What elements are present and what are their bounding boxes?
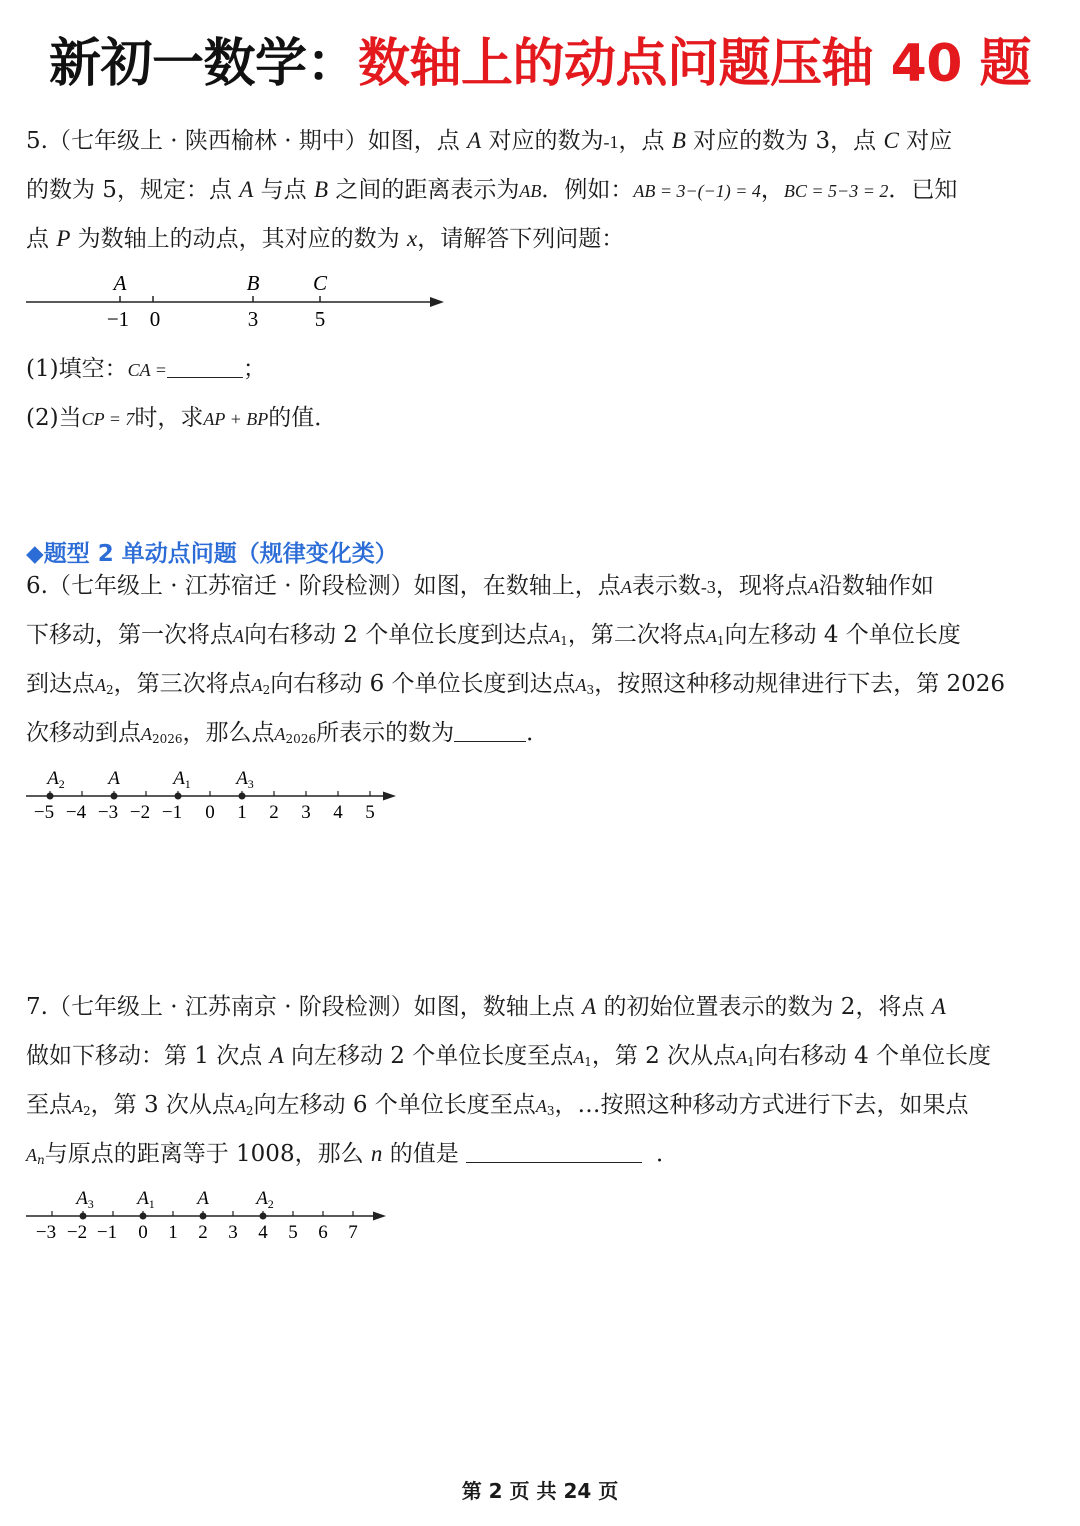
var: A xyxy=(95,675,106,695)
tick-label: 1 xyxy=(168,1222,178,1243)
text: 向右移动 4 个单位长度 xyxy=(754,1043,992,1069)
tick-label: −3 xyxy=(97,802,119,823)
answer-blank[interactable] xyxy=(167,355,243,378)
text: 的值． xyxy=(268,405,338,431)
q7-number-line xyxy=(0,1182,400,1246)
tick-label: −1 xyxy=(161,802,183,823)
var: B xyxy=(313,177,329,202)
var: A xyxy=(467,128,482,153)
tick-label: 3 xyxy=(247,307,259,331)
text: 点 xyxy=(26,226,57,252)
text: 为数轴上的动点，其对应的数为 xyxy=(70,226,407,252)
tick-label: −4 xyxy=(65,802,87,823)
label-a: A xyxy=(113,271,127,295)
text: 至点 xyxy=(26,1092,72,1118)
text: ，…按照这种移动方式进行下去，如果点 xyxy=(554,1092,969,1118)
label-a2: $A_2$ xyxy=(47,768,65,791)
var: A xyxy=(705,626,717,646)
math: BC = 5−3 = 2 xyxy=(783,181,889,201)
var: n xyxy=(370,1141,383,1166)
text: 次移动到点 xyxy=(26,720,141,746)
point-a1 xyxy=(175,793,182,800)
var: A xyxy=(535,1096,547,1116)
text: 下移动，第一次将点 xyxy=(26,622,233,648)
subscript: 2 xyxy=(83,1104,91,1118)
tick-label: −2 xyxy=(129,802,151,823)
tick-label: 2 xyxy=(198,1222,208,1243)
subscript: 1 xyxy=(747,1055,755,1069)
title-red: 数轴上的动点问题压轴 40 题 xyxy=(357,34,1032,94)
subscript: 2 xyxy=(106,683,114,697)
text: 与点 xyxy=(253,177,314,203)
text: ，那么点 xyxy=(182,720,275,746)
answer-blank[interactable] xyxy=(466,1140,642,1163)
tick-label: 4 xyxy=(333,802,343,823)
label-a: A xyxy=(197,1188,209,1209)
page-title xyxy=(0,28,1080,100)
text: ． xyxy=(526,720,550,746)
text: ．已知 xyxy=(888,177,958,203)
q6-line-1 xyxy=(26,569,934,604)
text: 的值是 xyxy=(382,1141,467,1167)
var: A xyxy=(234,1096,246,1116)
var: A xyxy=(269,1043,284,1068)
tick-label: 3 xyxy=(228,1222,238,1243)
subscript: 1 xyxy=(584,1055,592,1069)
var: A xyxy=(72,1096,83,1116)
subscript: n xyxy=(37,1153,45,1167)
text: 对应的数为 xyxy=(481,128,604,154)
var: A xyxy=(582,994,597,1019)
var: A xyxy=(620,577,632,597)
q6-line-2 xyxy=(26,618,961,658)
text: ，按照这种移动规律进行下去，第 2026 xyxy=(594,671,1006,697)
text: ．例如： xyxy=(541,177,634,203)
text: 之间的距离表示为 xyxy=(328,177,520,203)
point-a3 xyxy=(80,1213,87,1220)
text: ． xyxy=(656,1141,680,1167)
var: C xyxy=(883,128,899,153)
text: 向右移动 2 个单位长度到达点 xyxy=(244,622,550,648)
text: ，现将点 xyxy=(715,573,808,599)
text: 表示数 xyxy=(631,573,701,599)
page-footer: 第 2 页 共 24 页 xyxy=(461,1479,619,1503)
q5-number-line xyxy=(0,268,460,336)
axis-arrow xyxy=(430,297,444,307)
text: 6.（七年级上 · 江苏宿迁 · 阶段检测）如图，在数轴上，点 xyxy=(26,573,621,599)
tick-label: 2 xyxy=(269,802,279,823)
text: 向左移动 4 个单位长度 xyxy=(724,622,961,648)
var: A xyxy=(251,675,263,695)
title-black: 新初一数学： xyxy=(48,34,358,94)
text: 向右移动 6 个单位长度到达点 xyxy=(270,671,576,697)
q6-line-4 xyxy=(26,716,549,756)
tick-label: 5 xyxy=(365,802,375,823)
math: AB = 3−(−1) = 4 xyxy=(633,181,761,201)
q5-line-1 xyxy=(26,124,952,159)
tick-label: 0 xyxy=(149,307,161,331)
tick-label: 5 xyxy=(288,1222,298,1243)
text: 的数为 5，规定：点 xyxy=(26,177,240,203)
text: 对应 xyxy=(898,128,953,154)
text: 时，求 xyxy=(134,405,204,431)
text: 到达点 xyxy=(26,671,95,697)
q5-line-2 xyxy=(26,173,957,208)
text: ； xyxy=(242,356,266,382)
q6-number-line xyxy=(0,762,410,826)
tick-label: 1 xyxy=(237,802,247,823)
var: x xyxy=(407,226,418,251)
text: 对应的数为 3，点 xyxy=(685,128,884,154)
text: 所表示的数为 xyxy=(316,720,455,746)
var: A xyxy=(239,177,254,202)
label-b: B xyxy=(246,271,260,295)
label-c: C xyxy=(312,271,328,295)
text: 7.（七年级上 · 江苏南京 · 阶段检测）如图，数轴上点 xyxy=(26,994,583,1020)
text: 与原点的距离等于 1008，那么 xyxy=(44,1141,371,1167)
text: ，请解答下列问题： xyxy=(417,226,625,252)
tick-label: 0 xyxy=(138,1222,148,1243)
subscript: 3 xyxy=(586,683,595,697)
var: A xyxy=(233,626,244,646)
var: A xyxy=(931,994,946,1019)
label-a1: $A_1$ xyxy=(137,1188,155,1211)
q5-line-3 xyxy=(26,222,624,256)
q5-part-2 xyxy=(26,401,337,436)
math: -1 xyxy=(603,132,619,152)
subscript: 1 xyxy=(560,634,568,648)
q7-line-4 xyxy=(26,1137,679,1177)
text: ， xyxy=(760,177,784,203)
label-a1: $A_1$ xyxy=(173,768,191,791)
point-a2 xyxy=(47,793,54,800)
point-a1 xyxy=(140,1213,147,1220)
q7-line-2 xyxy=(26,1039,991,1079)
text: ，点 xyxy=(618,128,672,154)
label-a: A xyxy=(108,768,120,789)
text: ，第三次将点 xyxy=(113,671,252,697)
math: -3 xyxy=(700,577,716,597)
text: 5.（七年级上 · 陕西榆林 · 期中）如图，点 xyxy=(26,128,468,154)
section-heading: ◆题型 2 单动点问题（规律变化类） xyxy=(26,541,398,567)
tick-label: 5 xyxy=(314,307,326,331)
var: A xyxy=(549,626,561,646)
subscript: 2 xyxy=(262,683,271,697)
tick-label: 4 xyxy=(258,1222,268,1243)
text: 沿数轴作如 xyxy=(818,573,934,599)
tick-label: 3 xyxy=(301,802,311,823)
tick-label: 7 xyxy=(348,1222,358,1243)
var: A xyxy=(141,724,152,744)
math: AP + BP xyxy=(203,409,269,429)
var: A xyxy=(736,1047,748,1067)
tick-label: −1 xyxy=(106,307,130,331)
point-a xyxy=(200,1213,207,1220)
text: ，第 3 次从点 xyxy=(90,1092,235,1118)
label-a3: $A_3$ xyxy=(76,1188,94,1211)
tick-labels xyxy=(34,802,375,823)
var: A xyxy=(274,724,286,744)
q7-line-1 xyxy=(26,990,946,1024)
math: AB xyxy=(519,181,542,201)
text: 的初始位置表示的数为 2，将点 xyxy=(596,994,932,1020)
tick-labels xyxy=(36,1222,358,1243)
subscript: 1 xyxy=(716,634,725,648)
subscript: 2026 xyxy=(152,732,183,746)
tick-label: −3 xyxy=(35,1222,57,1243)
tick-label: −1 xyxy=(96,1222,118,1243)
math: CP = 7 xyxy=(81,409,135,429)
var: A xyxy=(807,577,819,597)
var: A xyxy=(573,1047,585,1067)
text: ，第二次将点 xyxy=(567,622,706,648)
q6-line-3 xyxy=(26,667,1005,707)
subscript: 2 xyxy=(245,1104,254,1118)
tick-label: 6 xyxy=(318,1222,328,1243)
var: P xyxy=(56,226,71,251)
var: A xyxy=(26,1145,37,1165)
q7-line-3 xyxy=(26,1088,968,1128)
text: 向左移动 6 个单位长度至点 xyxy=(253,1092,536,1118)
text: 做如下移动：第 1 次点 xyxy=(26,1043,270,1069)
subscript: 3 xyxy=(546,1104,555,1118)
label-a3: $A_3$ xyxy=(236,768,254,791)
text: ，第 2 次从点 xyxy=(591,1043,737,1069)
subscript: 2026 xyxy=(285,732,317,746)
point-a xyxy=(111,793,118,800)
answer-blank[interactable] xyxy=(454,719,526,742)
axis-arrow xyxy=(373,1212,386,1221)
tick-label: 0 xyxy=(205,802,215,823)
point-a3 xyxy=(239,793,246,800)
text: (1)填空： xyxy=(26,356,128,382)
point-a2 xyxy=(260,1213,267,1220)
tick-label: −2 xyxy=(66,1222,88,1243)
tick-label: −5 xyxy=(33,802,55,823)
q5-part-1 xyxy=(26,352,266,387)
var: B xyxy=(671,128,686,153)
math: CA = xyxy=(127,360,167,380)
text: 向左移动 2 个单位长度至点 xyxy=(283,1043,574,1069)
text: (2)当 xyxy=(26,405,82,431)
axis-arrow xyxy=(383,792,396,801)
var: A xyxy=(575,675,587,695)
label-a2: $A_2$ xyxy=(256,1188,274,1211)
